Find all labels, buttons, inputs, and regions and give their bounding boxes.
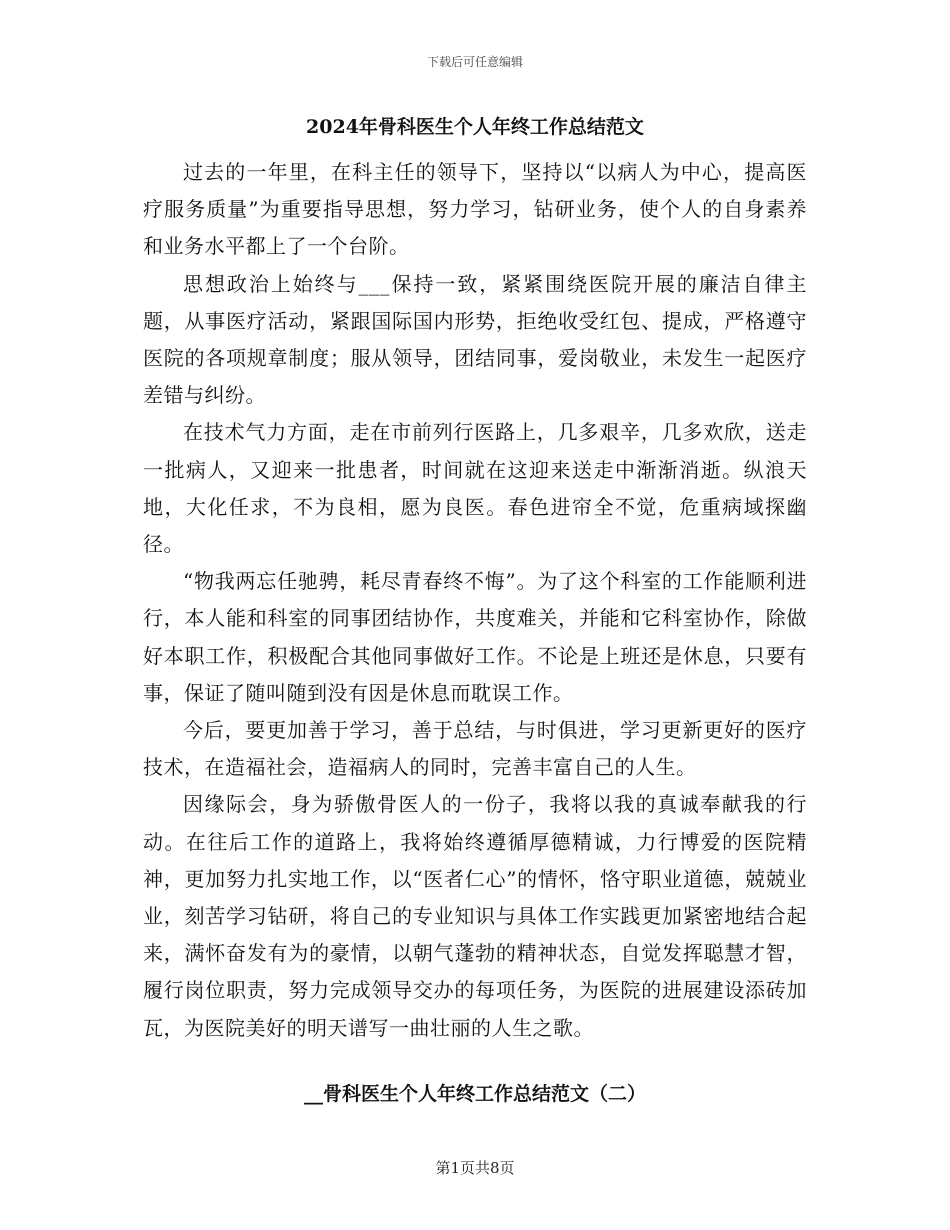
header-note: 下载后可任意编辑 [426, 55, 523, 69]
paragraph-4: “物我两忘任驰骋，耗尽青春终不悔”。为了这个科室的工作能顺利进行，本人能和科室的同事团结协作，共度难关，并能和它科室协作，除做好本职工作，积极配合其他同事做好工作。不论是上班还是休息，只要有事，保证了随叫随到没有因是休息而耽误工作。 [143, 569, 807, 705]
paragraph-1: 过去的一年里，在科主任的领导下，坚持以“以病人为中心，提高医疗服务质量”为重要指导思想，努力学习，钻研业务，使个人的自身素养和业务水平都上了一个台阶。 [143, 160, 807, 259]
document-title: 2024年骨科医生个人年终工作总结范文 [306, 116, 644, 138]
paragraph-2: 思想政治上始终与___保持一致，紧紧围绕医院开展的廉洁自律主题，从事医疗活动，紧跟国际国内形势，拒绝收受红包、提成，严格遵守医院的各项规章制度；服从领导，团结同事，爱岗敬业，未发生一起医疗差错与纠纷。 [143, 271, 807, 408]
page-number-footer: 第1页共8页 [435, 1159, 515, 1177]
paragraph-6: 因缘际会，身为骄傲骨医人的一份子，我将以我的真诚奉献我的行动。在往后工作的道路上，我将始终遵循厚德精诚，力行博爱的医院精神，更加努力扎实地工作，以“医者仁心”的情怀，恪守职业道德，兢兢业业，刻苦学习钻研，将自己的专业知识与具体工作实践更加紧密地结合起来，满怀奋发有为的豪情，以朝气蓬勃的精神状态，自觉发挥聪慧才智，履行岗位职责，努力完成领导交办的每项任务，为医院的进展建设添砖加瓦，为医院美好的明天谱写一曲壮丽的人生之歌。 [143, 792, 807, 1040]
document-body [143, 110, 807, 1111]
section-subtitle: __骨科医生个人年终工作总结范文（二） [303, 1082, 646, 1105]
paragraph-5: 今后，要更加善于学习，善于总结，与时俱进，学习更新更好的医疗技术，在造福社会，造福病人的同时，完善丰富自己的人生。 [143, 718, 807, 780]
paragraph-3: 在技术气力方面，走在市前列行医路上，几多艰辛，几多欢欣，送走一批病人，又迎来一批患者，时间就在这迎来送走中渐渐消逝。纵浪天地，大化任求，不为良相，愿为良医。春色进帘全不觉，危重病域探幽径。 [143, 420, 807, 557]
